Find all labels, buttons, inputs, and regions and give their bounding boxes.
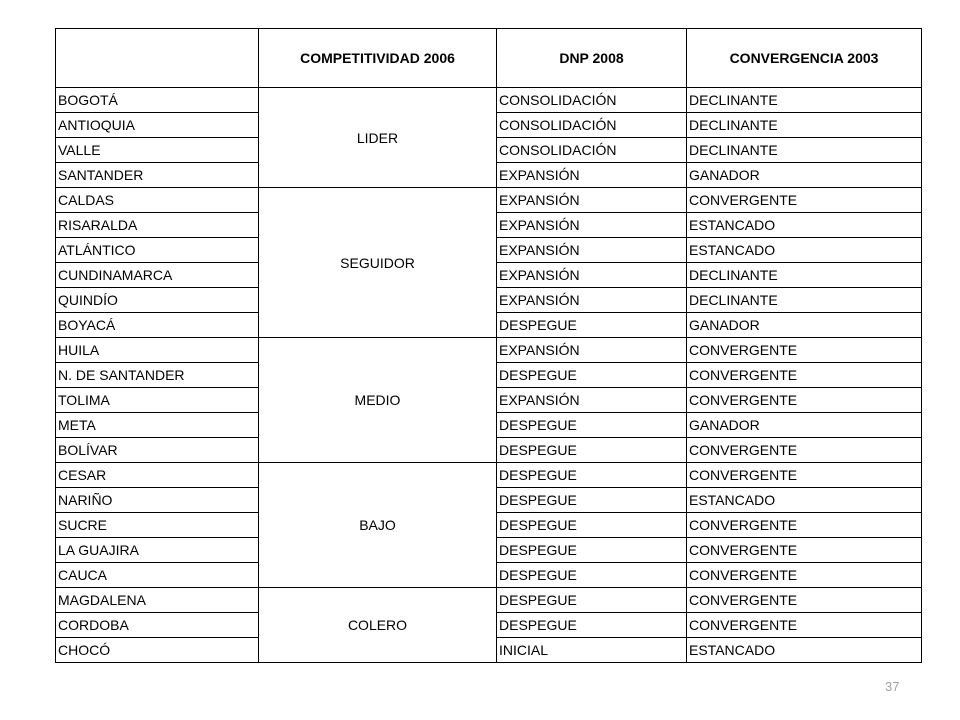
department-cell: CAUCA [56,563,259,588]
convergencia-cell: ESTANCADO [687,638,922,663]
department-cell: LA GUAJIRA [56,538,259,563]
department-cell: CHOCÓ [56,638,259,663]
department-cell: TOLIMA [56,388,259,413]
department-cell: VALLE [56,138,259,163]
convergencia-cell: CONVERGENTE [687,188,922,213]
convergencia-cell: DECLINANTE [687,113,922,138]
dnp-cell: DESPEGUE [497,538,687,563]
dnp-cell: EXPANSIÓN [497,163,687,188]
dnp-cell: CONSOLIDACIÓN [497,113,687,138]
header-convergencia: CONVERGENCIA 2003 [687,29,922,88]
department-cell: MAGDALENA [56,588,259,613]
department-cell: HUILA [56,338,259,363]
department-cell: CALDAS [56,188,259,213]
department-cell: QUINDÍO [56,288,259,313]
table-row [56,338,922,363]
department-cell: SANTANDER [56,163,259,188]
competitividad-group-cell: COLERO [259,588,497,663]
dnp-cell: DESPEGUE [497,588,687,613]
convergencia-cell: CONVERGENTE [687,388,922,413]
competitividad-group-cell: SEGUIDOR [259,188,497,338]
department-cell: BOYACÁ [56,313,259,338]
dnp-cell: CONSOLIDACIÓN [497,88,687,113]
convergencia-cell: GANADOR [687,313,922,338]
department-cell: ANTIOQUIA [56,113,259,138]
convergencia-cell: CONVERGENTE [687,463,922,488]
dnp-cell: EXPANSIÓN [497,213,687,238]
dnp-cell: CONSOLIDACIÓN [497,138,687,163]
dnp-cell: INICIAL [497,638,687,663]
convergencia-cell: CONVERGENTE [687,338,922,363]
convergencia-cell: CONVERGENTE [687,438,922,463]
convergencia-cell: ESTANCADO [687,213,922,238]
dnp-cell: EXPANSIÓN [497,263,687,288]
page-number: 37 [885,679,900,694]
dnp-cell: DESPEGUE [497,363,687,388]
convergencia-cell: CONVERGENTE [687,563,922,588]
department-cell: NARIÑO [56,488,259,513]
table-body [56,88,922,663]
department-cell: ATLÁNTICO [56,238,259,263]
department-cell: META [56,413,259,438]
dnp-cell: EXPANSIÓN [497,238,687,263]
department-cell: BOLÍVAR [56,438,259,463]
dnp-cell: DESPEGUE [497,563,687,588]
convergencia-cell: GANADOR [687,413,922,438]
table-row [56,463,922,488]
classification-table [55,28,922,663]
dnp-cell: DESPEGUE [497,513,687,538]
department-cell: RISARALDA [56,213,259,238]
dnp-cell: DESPEGUE [497,413,687,438]
header-dnp: DNP 2008 [497,29,687,88]
dnp-cell: EXPANSIÓN [497,388,687,413]
convergencia-cell: CONVERGENTE [687,538,922,563]
dnp-cell: DESPEGUE [497,488,687,513]
convergencia-cell: ESTANCADO [687,238,922,263]
dnp-cell: EXPANSIÓN [497,288,687,313]
table-row [56,588,922,613]
convergencia-cell: ESTANCADO [687,488,922,513]
competitividad-group-cell: MEDIO [259,338,497,463]
convergencia-cell: GANADOR [687,163,922,188]
convergencia-cell: CONVERGENTE [687,613,922,638]
table-row [56,188,922,213]
department-cell: SUCRE [56,513,259,538]
department-cell: CESAR [56,463,259,488]
dnp-cell: DESPEGUE [497,438,687,463]
department-cell: BOGOTÁ [56,88,259,113]
convergencia-cell: CONVERGENTE [687,513,922,538]
convergencia-cell: DECLINANTE [687,138,922,163]
convergencia-cell: DECLINANTE [687,263,922,288]
convergencia-cell: CONVERGENTE [687,588,922,613]
dnp-cell: DESPEGUE [497,313,687,338]
header-row [56,29,922,88]
dnp-cell: DESPEGUE [497,463,687,488]
convergencia-cell: DECLINANTE [687,88,922,113]
convergencia-cell: DECLINANTE [687,288,922,313]
dnp-cell: EXPANSIÓN [497,338,687,363]
department-cell: CUNDINAMARCA [56,263,259,288]
table-row [56,88,922,113]
dnp-cell: DESPEGUE [497,613,687,638]
dnp-cell: EXPANSIÓN [497,188,687,213]
department-cell: CORDOBA [56,613,259,638]
header-competitividad: COMPETITIVIDAD 2006 [259,29,497,88]
convergencia-cell: CONVERGENTE [687,363,922,388]
competitividad-group-cell: BAJO [259,463,497,588]
department-cell: N. DE SANTANDER [56,363,259,388]
competitividad-group-cell: LIDER [259,88,497,188]
header-department [56,29,259,88]
